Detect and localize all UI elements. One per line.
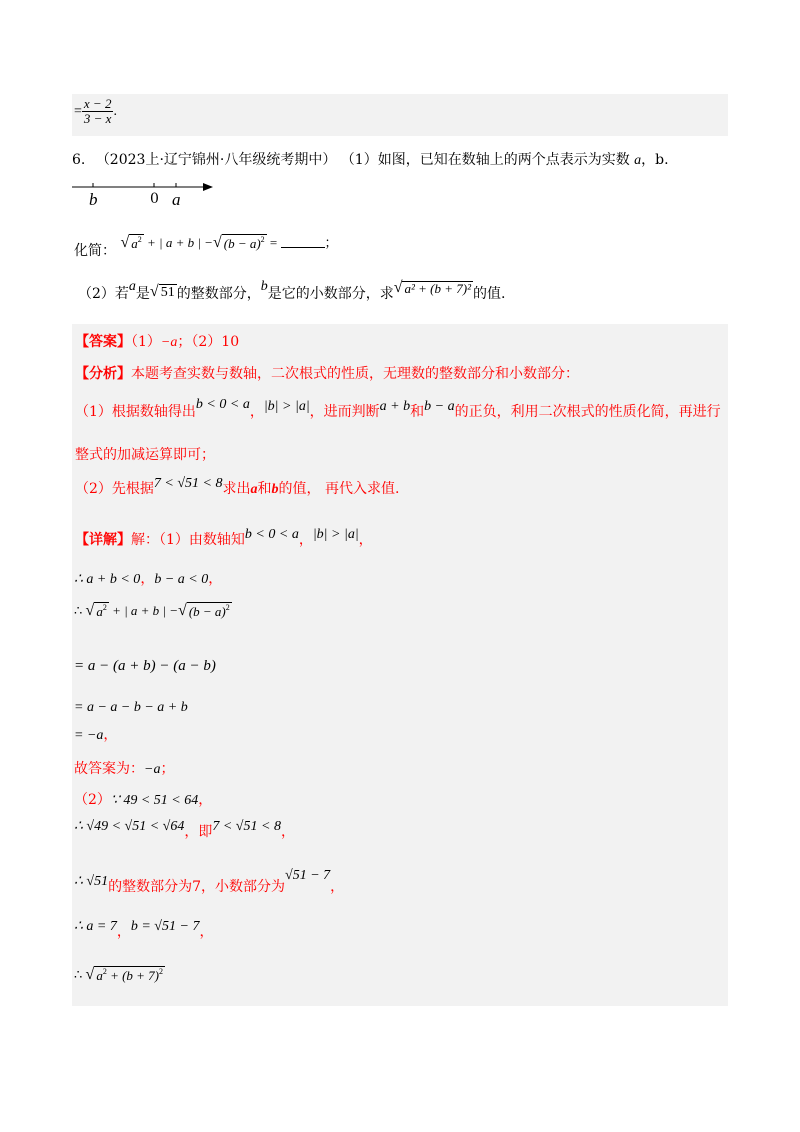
- detail-part2-line-5: ∴ √ $a^2 + (b + 7)^2$: [74, 966, 164, 984]
- detail-step-3: = a − (a + b) − (a − b): [74, 658, 216, 674]
- problem-source: （2023上·辽宁锦州·八年级统考期中）: [95, 152, 337, 168]
- sqrt-51: √ 51: [149, 283, 175, 300]
- problem-number: 6.: [72, 152, 86, 168]
- detail-part2-line-3: ∴ √51的整数部分为7，小数部分为√51 − 7，: [74, 868, 345, 895]
- analysis-line-3: （2）先根据7 < √51 < 8求出a和b的值， 再代入求值.: [75, 476, 400, 497]
- detail-intro: 【详解】解：（1）由数轴知b < 0 < a，|b| > |a|，: [75, 527, 373, 548]
- detail-step-4: = a − a − b − a + b: [74, 700, 188, 715]
- detail-tag: 【详解】: [75, 532, 131, 548]
- detail-part2-line-1: （2）∵ 49 < 51 < 64，: [74, 792, 213, 808]
- sqrt-a-squared: √ $a^2$: [120, 234, 142, 252]
- detail-answer-line: 故答案为：−a；: [74, 761, 175, 777]
- detail-part2-line-4: ∴ a = 7，b = √51 − 7，: [74, 919, 214, 940]
- answer-tag: 【答案】: [75, 334, 131, 350]
- sqrt-b-minus-a: √ $(b - a)^2$: [212, 234, 265, 252]
- sqrt-expression: √ $a^2 + (b + 7)^2$: [85, 966, 164, 984]
- detail-step-5: = −a，: [74, 728, 118, 743]
- numberline-label-0: 0: [150, 191, 159, 207]
- problem-header: 6. （2023上·辽宁锦州·八年级统考期中） （1）如图，已知在数轴上的两个点表示为实数 a，b.: [72, 152, 669, 168]
- detail-part2-line-2: ∴ √49 < √51 < √64，即7 < √51 < 8，: [74, 819, 295, 840]
- simplify-line: 化简： √ $a^2$ + | a + b | − √ $(b - a)^2$ = ；: [74, 234, 338, 259]
- numberline-label-b: b: [89, 190, 98, 209]
- numberline-label-a: a: [172, 190, 181, 209]
- detail-step-2: ∴ √ $a^2$ + | a + b | − √ $(b - a)^2$: [74, 602, 230, 620]
- analysis-tag: 【分析】: [75, 366, 131, 382]
- part2-line: （2）若a是 √ 51 的整数部分，b是它的小数部分，求 √ a² + (b + 7)² 的值.: [78, 279, 506, 302]
- fraction: $\frac{x - 2}{3 - x}$: [83, 96, 112, 127]
- prev-solution-box: [72, 94, 728, 136]
- answer-blank: [281, 235, 325, 248]
- analysis-line-2: 整式的加减运算即可；: [75, 447, 215, 463]
- analysis-line-1: （1）根据数轴得出b < 0 < a，|b| > |a|，进而判断a + b和b − a的正负，利用二次根式的性质化简，再进行: [75, 397, 721, 420]
- detail-step-1: ∴ a + b < 0，b − a < 0，: [74, 572, 223, 587]
- sqrt-a-squared: √ $a^2$: [85, 602, 107, 620]
- sqrt-expression: √ a² + (b + 7)²: [393, 279, 471, 297]
- sqrt-b-minus-a: √ $(b - a)^2$: [178, 602, 230, 620]
- answer-line: 【答案】（1）−a；（2）10: [75, 334, 240, 350]
- analysis-intro: 【分析】本题考查实数与数轴，二次根式的性质，无理数的整数部分和小数部分：: [75, 366, 579, 382]
- top-fraction-line: = $\frac{x - 2}{3 - x}$ .: [74, 96, 117, 127]
